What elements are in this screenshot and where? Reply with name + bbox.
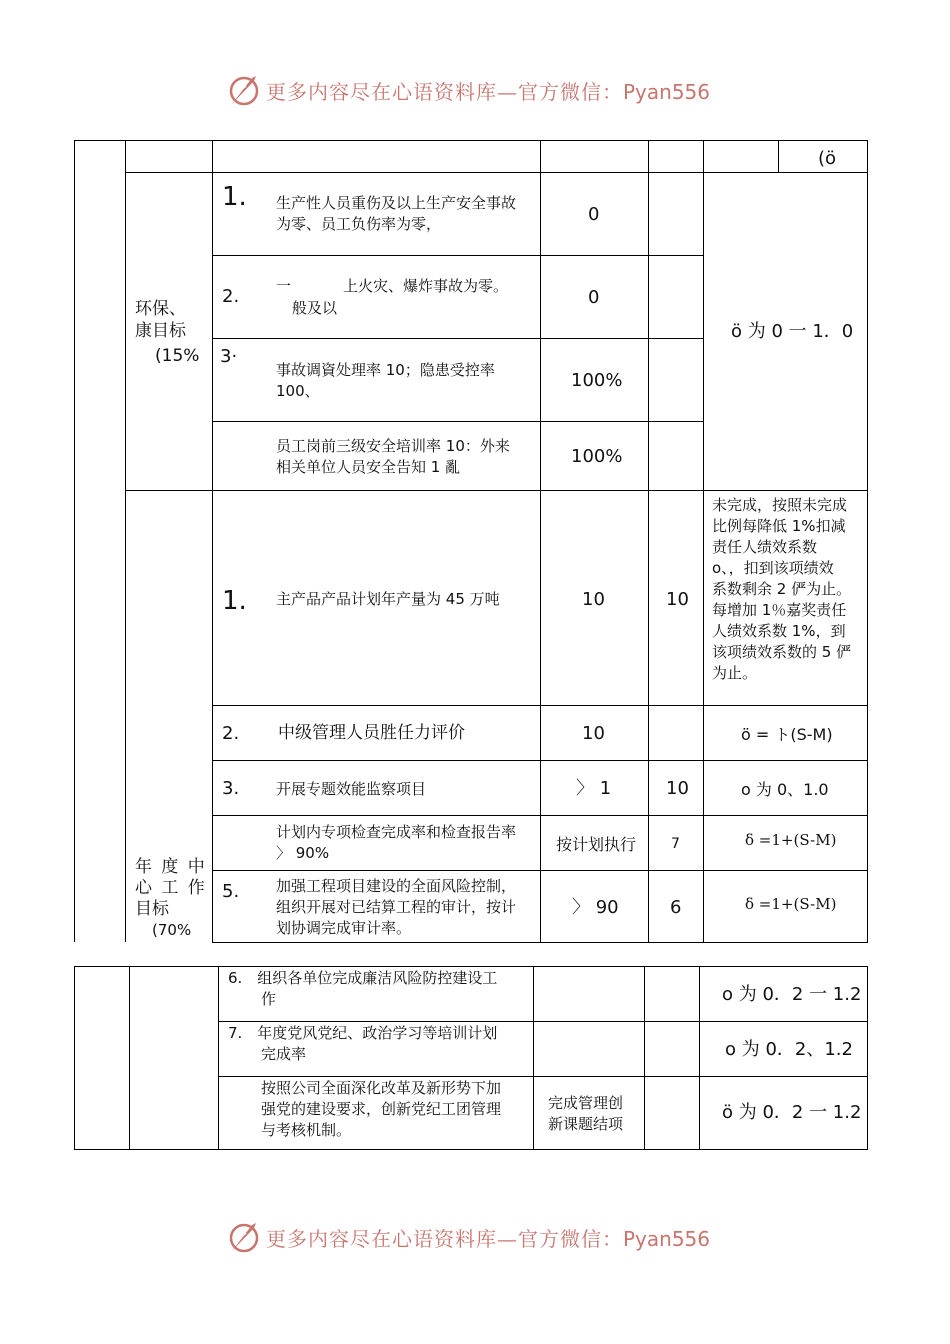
row-desc: 计划内专项检查完成率和检查报告率	[276, 823, 517, 841]
row-desc: 一	[276, 277, 292, 295]
row-number: 1.	[222, 182, 247, 212]
row-formula: o 为 0、1.0	[741, 780, 829, 799]
safety-formula: ö 为 0 一 1．0	[731, 321, 854, 342]
row-desc: 完成率	[261, 1045, 307, 1063]
safety-label-1: 环保、	[135, 299, 186, 319]
row-target: 按计划执行	[556, 835, 637, 854]
row-desc: 事故调資处理率 10；隐患受控率	[276, 361, 495, 379]
quill-logo-icon	[226, 1219, 262, 1255]
annual-label-3: 目标	[135, 899, 169, 919]
row-number: 2.	[222, 286, 240, 307]
annual-label-2: 心 工 作	[135, 878, 207, 898]
row-target: 〉 90	[572, 897, 619, 918]
watermark-top	[0, 72, 950, 112]
row-target: 完成管理创	[548, 1094, 624, 1112]
row-target: 10	[582, 723, 605, 744]
row-weight: 10	[666, 589, 689, 610]
watermark-text: 更多内容尽在心语资料库—官方微信：Pyan556	[266, 1226, 711, 1251]
row-desc: 般及以	[292, 299, 338, 317]
row-desc: 强党的建设要求，创新党纪工团管理	[261, 1100, 502, 1118]
row-formula: o 为 0．2 一 1.2	[722, 984, 862, 1005]
annual-label-1: 年 度 中	[135, 857, 207, 877]
row-weight: 10	[666, 778, 689, 799]
row-number: 3·	[220, 346, 238, 367]
row-target: 0	[588, 204, 600, 225]
row-number: 2.	[222, 723, 240, 744]
row-weight: 6	[670, 897, 682, 918]
row-desc: 为零、员工负伤率为零，	[276, 215, 442, 233]
row-desc: 上火灾、爆炸事故为零。	[343, 277, 509, 295]
row-desc: 生产性人员重伤及以上生产安全事故	[276, 194, 517, 212]
safety-label-3: (15%	[155, 346, 200, 366]
row-desc: 100、	[276, 382, 320, 400]
row-desc: 〉 90%	[276, 844, 330, 862]
row-formula: δ =1+(S-M)	[745, 895, 837, 913]
top-formula-partial: (ö	[818, 148, 837, 169]
row-target: 0	[588, 287, 600, 308]
row-desc: 组织开展对已结算工程的审计，按计	[276, 898, 517, 916]
watermark-text: 更多内容尽在心语资料库—官方微信：Pyan556	[266, 79, 711, 104]
row-target: 10	[582, 589, 605, 610]
row-formula: o 为 0．2、1.2	[725, 1039, 853, 1060]
row-number: 5.	[222, 881, 240, 902]
row-number: 1.	[222, 586, 247, 616]
row-target: 100%	[571, 446, 623, 467]
row-desc: 与考核机制。	[261, 1121, 352, 1139]
quill-logo-icon	[226, 72, 262, 108]
row-desc: 主产品产品计划年产量为 45 万吨	[276, 590, 500, 608]
row-target: 新课题结项	[548, 1115, 624, 1133]
row-formula: δ =1+(S-M)	[745, 831, 837, 849]
row-number: 3.	[222, 778, 240, 799]
row-desc: 按照公司全面深化改革及新形势下加	[261, 1079, 502, 1097]
row-target: 100%	[571, 370, 623, 391]
row-desc: 7. 年度党风党纪、政治学习等培训计划	[228, 1024, 498, 1042]
row-target: 〉 1	[576, 778, 612, 799]
row-desc: 相关单位人员安全告知 1 亂	[276, 458, 461, 476]
watermark-bottom	[0, 1219, 950, 1259]
row-desc: 员工岗前三级安全培训率 10：外来	[276, 437, 510, 455]
annual-label-4: (70%	[152, 921, 192, 939]
row-desc: 加强工程项目建设的全面风险控制，	[276, 877, 517, 895]
safety-label-2: 康目标	[135, 321, 186, 341]
row-formula: ö = ト(S-M)	[741, 725, 833, 744]
row-weight: 7	[671, 836, 680, 852]
row-formula: ö 为 0．2 一 1.2	[722, 1102, 862, 1123]
row-desc: 作	[261, 990, 277, 1008]
row-desc: 6. 组织各单位完成廉洁风险防控建设工	[228, 969, 498, 987]
row-desc: 开展专题效能监察项目	[276, 780, 427, 798]
row-desc: 划协调完成审计率。	[276, 919, 412, 937]
row-desc: 中级管理人员胜任力评价	[278, 723, 465, 743]
